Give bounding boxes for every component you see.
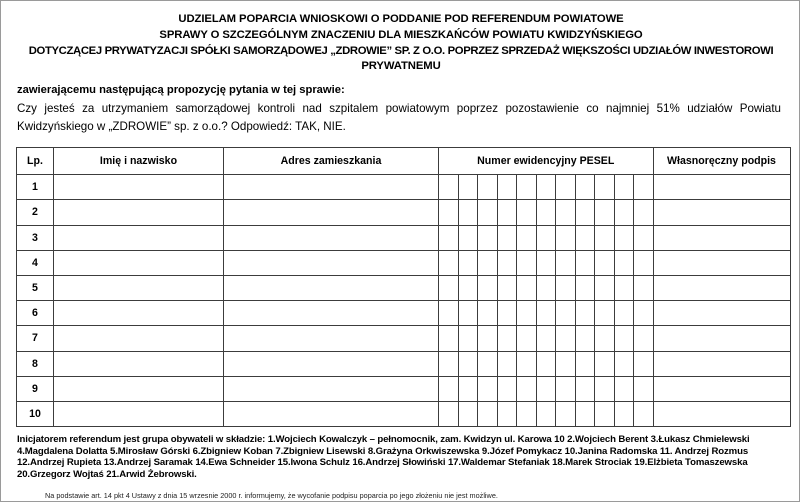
row-number: 4 bbox=[17, 250, 54, 275]
cell-pesel-digit[interactable] bbox=[634, 301, 654, 326]
cell-pesel-digit[interactable] bbox=[478, 351, 498, 376]
cell-pesel-digit[interactable] bbox=[595, 351, 615, 376]
cell-pesel-digit[interactable] bbox=[575, 275, 595, 300]
cell-pesel-digit[interactable] bbox=[536, 326, 556, 351]
cell-pesel-digit[interactable] bbox=[517, 301, 537, 326]
cell-pesel-digit[interactable] bbox=[634, 250, 654, 275]
cell-pesel-digit[interactable] bbox=[458, 351, 478, 376]
committee-line-1: Inicjatorem referendum jest grupa obywateli w składzie: 1.Wojciech Kowalczyk – pełnomocnik, zam. Kwidzyn ul. Karowa 10 2.Wojciech Berent 3.Łukasz Chmielewski bbox=[17, 434, 750, 446]
cell-pesel-digit[interactable] bbox=[556, 351, 576, 376]
cell-name[interactable] bbox=[54, 326, 224, 351]
cell-name[interactable] bbox=[54, 275, 224, 300]
cell-pesel-digit[interactable] bbox=[614, 225, 634, 250]
table-row bbox=[17, 175, 791, 200]
cell-pesel-digit[interactable] bbox=[458, 200, 478, 225]
cell-pesel-digit[interactable] bbox=[614, 326, 634, 351]
cell-pesel-digit[interactable] bbox=[536, 175, 556, 200]
title-line-1: UDZIELAM POPARCIA WNIOSKOWI O PODDANIE POD REFERENDUM POWIATOWE bbox=[178, 13, 624, 25]
cell-pesel-digit[interactable] bbox=[458, 401, 478, 426]
legal-note: Na podstawie art. 14 pkt 4 Ustawy z dnia 15 wrzesnie 2000 r. informujemy, że wycofanie podpisu poparcia po jego złożeniu nie jest możliwe. bbox=[45, 491, 498, 501]
table-body bbox=[17, 175, 791, 427]
cell-signature[interactable] bbox=[653, 200, 790, 225]
row-number: 7 bbox=[17, 326, 54, 351]
question-line-2: Kwidzyńskiego w „ZDROWIE” sp. z o.o.? Odpowiedź: TAK, NIE. bbox=[17, 119, 346, 133]
cell-pesel-digit[interactable] bbox=[614, 401, 634, 426]
referendum-question bbox=[15, 100, 781, 135]
table-row bbox=[17, 200, 791, 225]
cell-pesel-digit[interactable] bbox=[575, 175, 595, 200]
cell-pesel-digit[interactable] bbox=[575, 326, 595, 351]
cell-pesel-digit[interactable] bbox=[439, 275, 459, 300]
cell-signature[interactable] bbox=[653, 275, 790, 300]
cell-pesel-digit[interactable] bbox=[517, 225, 537, 250]
cell-pesel-digit[interactable] bbox=[595, 275, 615, 300]
table-row bbox=[17, 326, 791, 351]
document-title bbox=[15, 7, 787, 75]
cell-pesel-digit[interactable] bbox=[595, 175, 615, 200]
cell-name[interactable] bbox=[54, 401, 224, 426]
cell-signature[interactable] bbox=[653, 301, 790, 326]
cell-pesel-digit[interactable] bbox=[595, 301, 615, 326]
cell-pesel-digit[interactable] bbox=[536, 401, 556, 426]
cell-pesel-digit[interactable] bbox=[575, 401, 595, 426]
signatures-table bbox=[16, 147, 791, 427]
cell-pesel-digit[interactable] bbox=[458, 275, 478, 300]
cell-pesel-digit[interactable] bbox=[497, 225, 517, 250]
cell-pesel-digit[interactable] bbox=[536, 351, 556, 376]
cell-pesel-digit[interactable] bbox=[634, 326, 654, 351]
cell-pesel-digit[interactable] bbox=[634, 401, 654, 426]
cell-pesel-digit[interactable] bbox=[634, 200, 654, 225]
header-signature: Własnoręczny podpis bbox=[653, 148, 790, 175]
cell-address[interactable] bbox=[224, 326, 439, 351]
cell-pesel-digit[interactable] bbox=[556, 326, 576, 351]
cell-pesel-digit[interactable] bbox=[536, 200, 556, 225]
cell-name[interactable] bbox=[54, 250, 224, 275]
cell-pesel-digit[interactable] bbox=[478, 275, 498, 300]
cell-pesel-digit[interactable] bbox=[556, 301, 576, 326]
cell-name[interactable] bbox=[54, 351, 224, 376]
cell-signature[interactable] bbox=[653, 376, 790, 401]
cell-pesel-digit[interactable] bbox=[497, 301, 517, 326]
cell-pesel-digit[interactable] bbox=[497, 326, 517, 351]
cell-pesel-digit[interactable] bbox=[595, 200, 615, 225]
cell-pesel-digit[interactable] bbox=[478, 326, 498, 351]
cell-pesel-digit[interactable] bbox=[497, 200, 517, 225]
cell-pesel-digit[interactable] bbox=[439, 301, 459, 326]
cell-pesel-digit[interactable] bbox=[614, 301, 634, 326]
cell-pesel-digit[interactable] bbox=[556, 401, 576, 426]
cell-pesel-digit[interactable] bbox=[575, 376, 595, 401]
cell-pesel-digit[interactable] bbox=[478, 301, 498, 326]
cell-pesel-digit[interactable] bbox=[556, 225, 576, 250]
cell-address[interactable] bbox=[224, 376, 439, 401]
cell-pesel-digit[interactable] bbox=[614, 200, 634, 225]
cell-pesel-digit[interactable] bbox=[634, 351, 654, 376]
cell-address[interactable] bbox=[224, 351, 439, 376]
cell-pesel-digit[interactable] bbox=[478, 225, 498, 250]
cell-pesel-digit[interactable] bbox=[478, 200, 498, 225]
cell-pesel-digit[interactable] bbox=[556, 250, 576, 275]
cell-pesel-digit[interactable] bbox=[458, 225, 478, 250]
cell-pesel-digit[interactable] bbox=[575, 250, 595, 275]
cell-pesel-digit[interactable] bbox=[595, 225, 615, 250]
cell-pesel-digit[interactable] bbox=[556, 376, 576, 401]
cell-pesel-digit[interactable] bbox=[614, 376, 634, 401]
cell-pesel-digit[interactable] bbox=[497, 175, 517, 200]
table-row bbox=[17, 275, 791, 300]
cell-pesel-digit[interactable] bbox=[634, 275, 654, 300]
cell-pesel-digit[interactable] bbox=[517, 250, 537, 275]
cell-signature[interactable] bbox=[653, 326, 790, 351]
cell-name[interactable] bbox=[54, 175, 224, 200]
cell-pesel-digit[interactable] bbox=[536, 275, 556, 300]
table-row bbox=[17, 301, 791, 326]
table-row bbox=[17, 351, 791, 376]
cell-pesel-digit[interactable] bbox=[595, 250, 615, 275]
cell-pesel-digit[interactable] bbox=[478, 250, 498, 275]
cell-address[interactable] bbox=[224, 200, 439, 225]
cell-pesel-digit[interactable] bbox=[517, 351, 537, 376]
table-header bbox=[17, 148, 791, 175]
cell-pesel-digit[interactable] bbox=[517, 326, 537, 351]
cell-pesel-digit[interactable] bbox=[575, 225, 595, 250]
header-lp: Lp. bbox=[17, 148, 54, 175]
cell-pesel-digit[interactable] bbox=[614, 250, 634, 275]
cell-signature[interactable] bbox=[653, 401, 790, 426]
title-line-4: PRYWATNEMU bbox=[361, 60, 441, 73]
cell-pesel-digit[interactable] bbox=[439, 200, 459, 225]
cell-name[interactable] bbox=[54, 200, 224, 225]
cell-signature[interactable] bbox=[653, 175, 790, 200]
cell-pesel-digit[interactable] bbox=[439, 250, 459, 275]
cell-address[interactable] bbox=[224, 250, 439, 275]
table-header-row bbox=[17, 148, 791, 175]
cell-pesel-digit[interactable] bbox=[439, 376, 459, 401]
header-address: Adres zamieszkania bbox=[224, 148, 439, 175]
committee-line-3: 12.Andrzej Rupieta 13.Andrzej Saramak 14.Ewa Schneider 15.Iwona Schulz 16.Andrzej Słowiński 17.Waldemar Stefaniak 18.Marek Strociak 19.Elżbieta Tomaszewska bbox=[17, 457, 748, 469]
cell-pesel-digit[interactable] bbox=[458, 175, 478, 200]
cell-pesel-digit[interactable] bbox=[595, 376, 615, 401]
row-number: 10 bbox=[17, 401, 54, 426]
cell-pesel-digit[interactable] bbox=[536, 250, 556, 275]
cell-pesel-digit[interactable] bbox=[634, 175, 654, 200]
table-row bbox=[17, 401, 791, 426]
cell-pesel-digit[interactable] bbox=[458, 376, 478, 401]
cell-pesel-digit[interactable] bbox=[497, 275, 517, 300]
cell-pesel-digit[interactable] bbox=[595, 401, 615, 426]
table-row bbox=[17, 250, 791, 275]
cell-pesel-digit[interactable] bbox=[478, 376, 498, 401]
cell-pesel-digit[interactable] bbox=[458, 326, 478, 351]
table-row bbox=[17, 225, 791, 250]
cell-pesel-digit[interactable] bbox=[614, 351, 634, 376]
cell-pesel-digit[interactable] bbox=[536, 376, 556, 401]
row-number: 5 bbox=[17, 275, 54, 300]
cell-pesel-digit[interactable] bbox=[556, 275, 576, 300]
cell-address[interactable] bbox=[224, 401, 439, 426]
cell-pesel-digit[interactable] bbox=[478, 175, 498, 200]
row-number: 6 bbox=[17, 301, 54, 326]
cell-pesel-digit[interactable] bbox=[439, 401, 459, 426]
cell-pesel-digit[interactable] bbox=[595, 326, 615, 351]
cell-signature[interactable] bbox=[653, 225, 790, 250]
cell-pesel-digit[interactable] bbox=[556, 175, 576, 200]
cell-pesel-digit[interactable] bbox=[439, 351, 459, 376]
cell-pesel-digit[interactable] bbox=[556, 200, 576, 225]
cell-pesel-digit[interactable] bbox=[634, 225, 654, 250]
title-line-3: DOTYCZĄCEJ PRYWATYZACJI SPÓŁKI SAMORZĄDOWEJ „ZDROWIE” SP. Z O.O. POPRZEZ SPRZEDAŻ WIĘKSZOŚCI UDZIAŁÓW INWESTOROWI bbox=[28, 44, 774, 57]
cell-signature[interactable] bbox=[653, 351, 790, 376]
cell-name[interactable] bbox=[54, 376, 224, 401]
cell-pesel-digit[interactable] bbox=[517, 200, 537, 225]
table-row bbox=[17, 376, 791, 401]
cell-pesel-digit[interactable] bbox=[517, 175, 537, 200]
row-number: 3 bbox=[17, 225, 54, 250]
cell-pesel-digit[interactable] bbox=[478, 401, 498, 426]
committee-line-2: 4.Magdalena Dolatta 5.Mirosław Górski 6.Zbigniew Koban 7.Zbigniew Lisewski 8.Grażyna Orkwiszewska 9.Józef Pomykacz 10.Janina Radomska 11. Andrzej Rozmus bbox=[17, 445, 749, 457]
cell-pesel-digit[interactable] bbox=[575, 351, 595, 376]
question-line-1: Czy jesteś za utrzymaniem samorządowej kontroli nad szpitalem powiatowym poprzez pozostawienie co najmniej 51% udziałów Powiatu bbox=[17, 102, 781, 116]
cell-pesel-digit[interactable] bbox=[575, 200, 595, 225]
cell-pesel-digit[interactable] bbox=[458, 301, 478, 326]
cell-signature[interactable] bbox=[653, 250, 790, 275]
cell-address[interactable] bbox=[224, 275, 439, 300]
intro-text: zawierającemu następującą propozycję pytania w tej sprawie: bbox=[17, 84, 345, 97]
cell-pesel-digit[interactable] bbox=[634, 376, 654, 401]
cell-pesel-digit[interactable] bbox=[536, 225, 556, 250]
cell-pesel-digit[interactable] bbox=[575, 301, 595, 326]
cell-address[interactable] bbox=[224, 175, 439, 200]
header-pesel: Numer ewidencyjny PESEL bbox=[439, 148, 654, 175]
cell-name[interactable] bbox=[54, 225, 224, 250]
cell-pesel-digit[interactable] bbox=[458, 250, 478, 275]
cell-pesel-digit[interactable] bbox=[614, 275, 634, 300]
committee-line-4: 20.Grzegorz Wojtaś 21.Arwid Żebrowski. bbox=[17, 468, 197, 480]
cell-pesel-digit[interactable] bbox=[497, 376, 517, 401]
cell-pesel-digit[interactable] bbox=[439, 175, 459, 200]
cell-pesel-digit[interactable] bbox=[517, 275, 537, 300]
row-number: 2 bbox=[17, 200, 54, 225]
cell-address[interactable] bbox=[224, 301, 439, 326]
cell-pesel-digit[interactable] bbox=[614, 175, 634, 200]
cell-pesel-digit[interactable] bbox=[439, 326, 459, 351]
committee-members bbox=[15, 434, 787, 480]
cell-pesel-digit[interactable] bbox=[517, 401, 537, 426]
cell-address[interactable] bbox=[224, 225, 439, 250]
cell-pesel-digit[interactable] bbox=[497, 401, 517, 426]
cell-name[interactable] bbox=[54, 301, 224, 326]
row-number: 8 bbox=[17, 351, 54, 376]
row-number: 1 bbox=[17, 175, 54, 200]
cell-pesel-digit[interactable] bbox=[536, 301, 556, 326]
document-body bbox=[15, 7, 787, 501]
header-name: Imię i nazwisko bbox=[54, 148, 224, 175]
cell-pesel-digit[interactable] bbox=[517, 376, 537, 401]
cell-pesel-digit[interactable] bbox=[497, 351, 517, 376]
cell-pesel-digit[interactable] bbox=[439, 225, 459, 250]
row-number: 9 bbox=[17, 376, 54, 401]
cell-pesel-digit[interactable] bbox=[497, 250, 517, 275]
title-line-2: SPRAWY O SZCZEGÓLNYM ZNACZENIU DLA MIESZKAŃCÓW POWIATU KWIDZYŃSKIEGO bbox=[159, 28, 643, 41]
